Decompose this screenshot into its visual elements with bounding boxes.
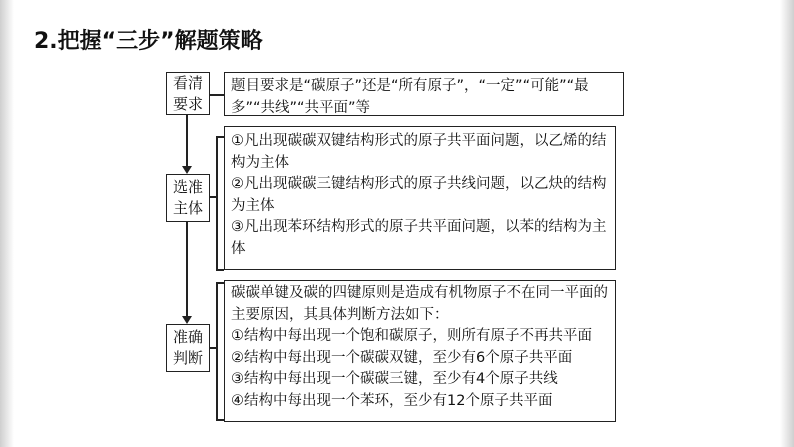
content-line: ③凡出现苯环结构形式的原子共平面问题，以苯的结构为主体 [231,219,607,257]
content-line: ④结构中每出现一个苯环，至少有12个原子共平面 [231,392,553,409]
bracket-mid-2 [210,196,217,198]
step-content-3 [224,280,616,422]
content-line: 碳碳单键及碳的四键原则是造成有机物原子不在同一平面的主要原因，其具体判断方法如下： [231,285,608,323]
step-box-select-subject [166,174,210,222]
bracket-connector-1 [210,94,224,96]
bracket-top-3 [216,282,224,284]
step-label: 看清要求 [172,73,203,113]
content-line: ②结构中每出现一个碳碳双键，至少有6个原子共平面 [231,349,573,366]
content-line: ①结构中每出现一个饱和碳原子，则所有原子不再共平面 [231,328,592,344]
step-content-2 [224,126,616,270]
content-line: ①凡出现碳碳双键结构形式的原子共平面问题，以乙烯的结构为主体 [231,133,607,171]
content-line: 题目要求是“碳原子”还是“所有原子”，“一定”“可能”“最多”“共线”“共平面”等 [231,78,589,116]
bracket-bottom-2 [216,269,224,271]
step-box-judge-accurately [166,324,210,372]
right-edge-shadow [780,0,794,447]
step-label: 准确判断 [172,328,203,367]
connector-line-2 [186,222,188,316]
bracket-vertical-2 [216,136,218,270]
bracket-vertical-3 [216,282,218,420]
content-line: ③结构中每出现一个碳碳三键，至少有4个原子共线 [231,371,558,387]
arrow-down-icon [182,316,192,324]
bracket-top-2 [216,136,224,138]
connector-line-1 [186,114,188,166]
bracket-bottom-3 [216,419,224,421]
page-title: 2.把握“三步”解题策略 [34,29,263,54]
step-label: 选准主体 [172,178,203,217]
step-content-1 [224,72,624,116]
bracket-mid-3 [210,347,217,349]
step-box-look-clear [166,72,210,115]
left-edge-shadow [0,0,14,447]
content-line: ②凡出现碳碳三键结构形式的原子共线问题，以乙炔的结构为主体 [231,176,607,214]
arrow-down-icon [182,166,192,174]
